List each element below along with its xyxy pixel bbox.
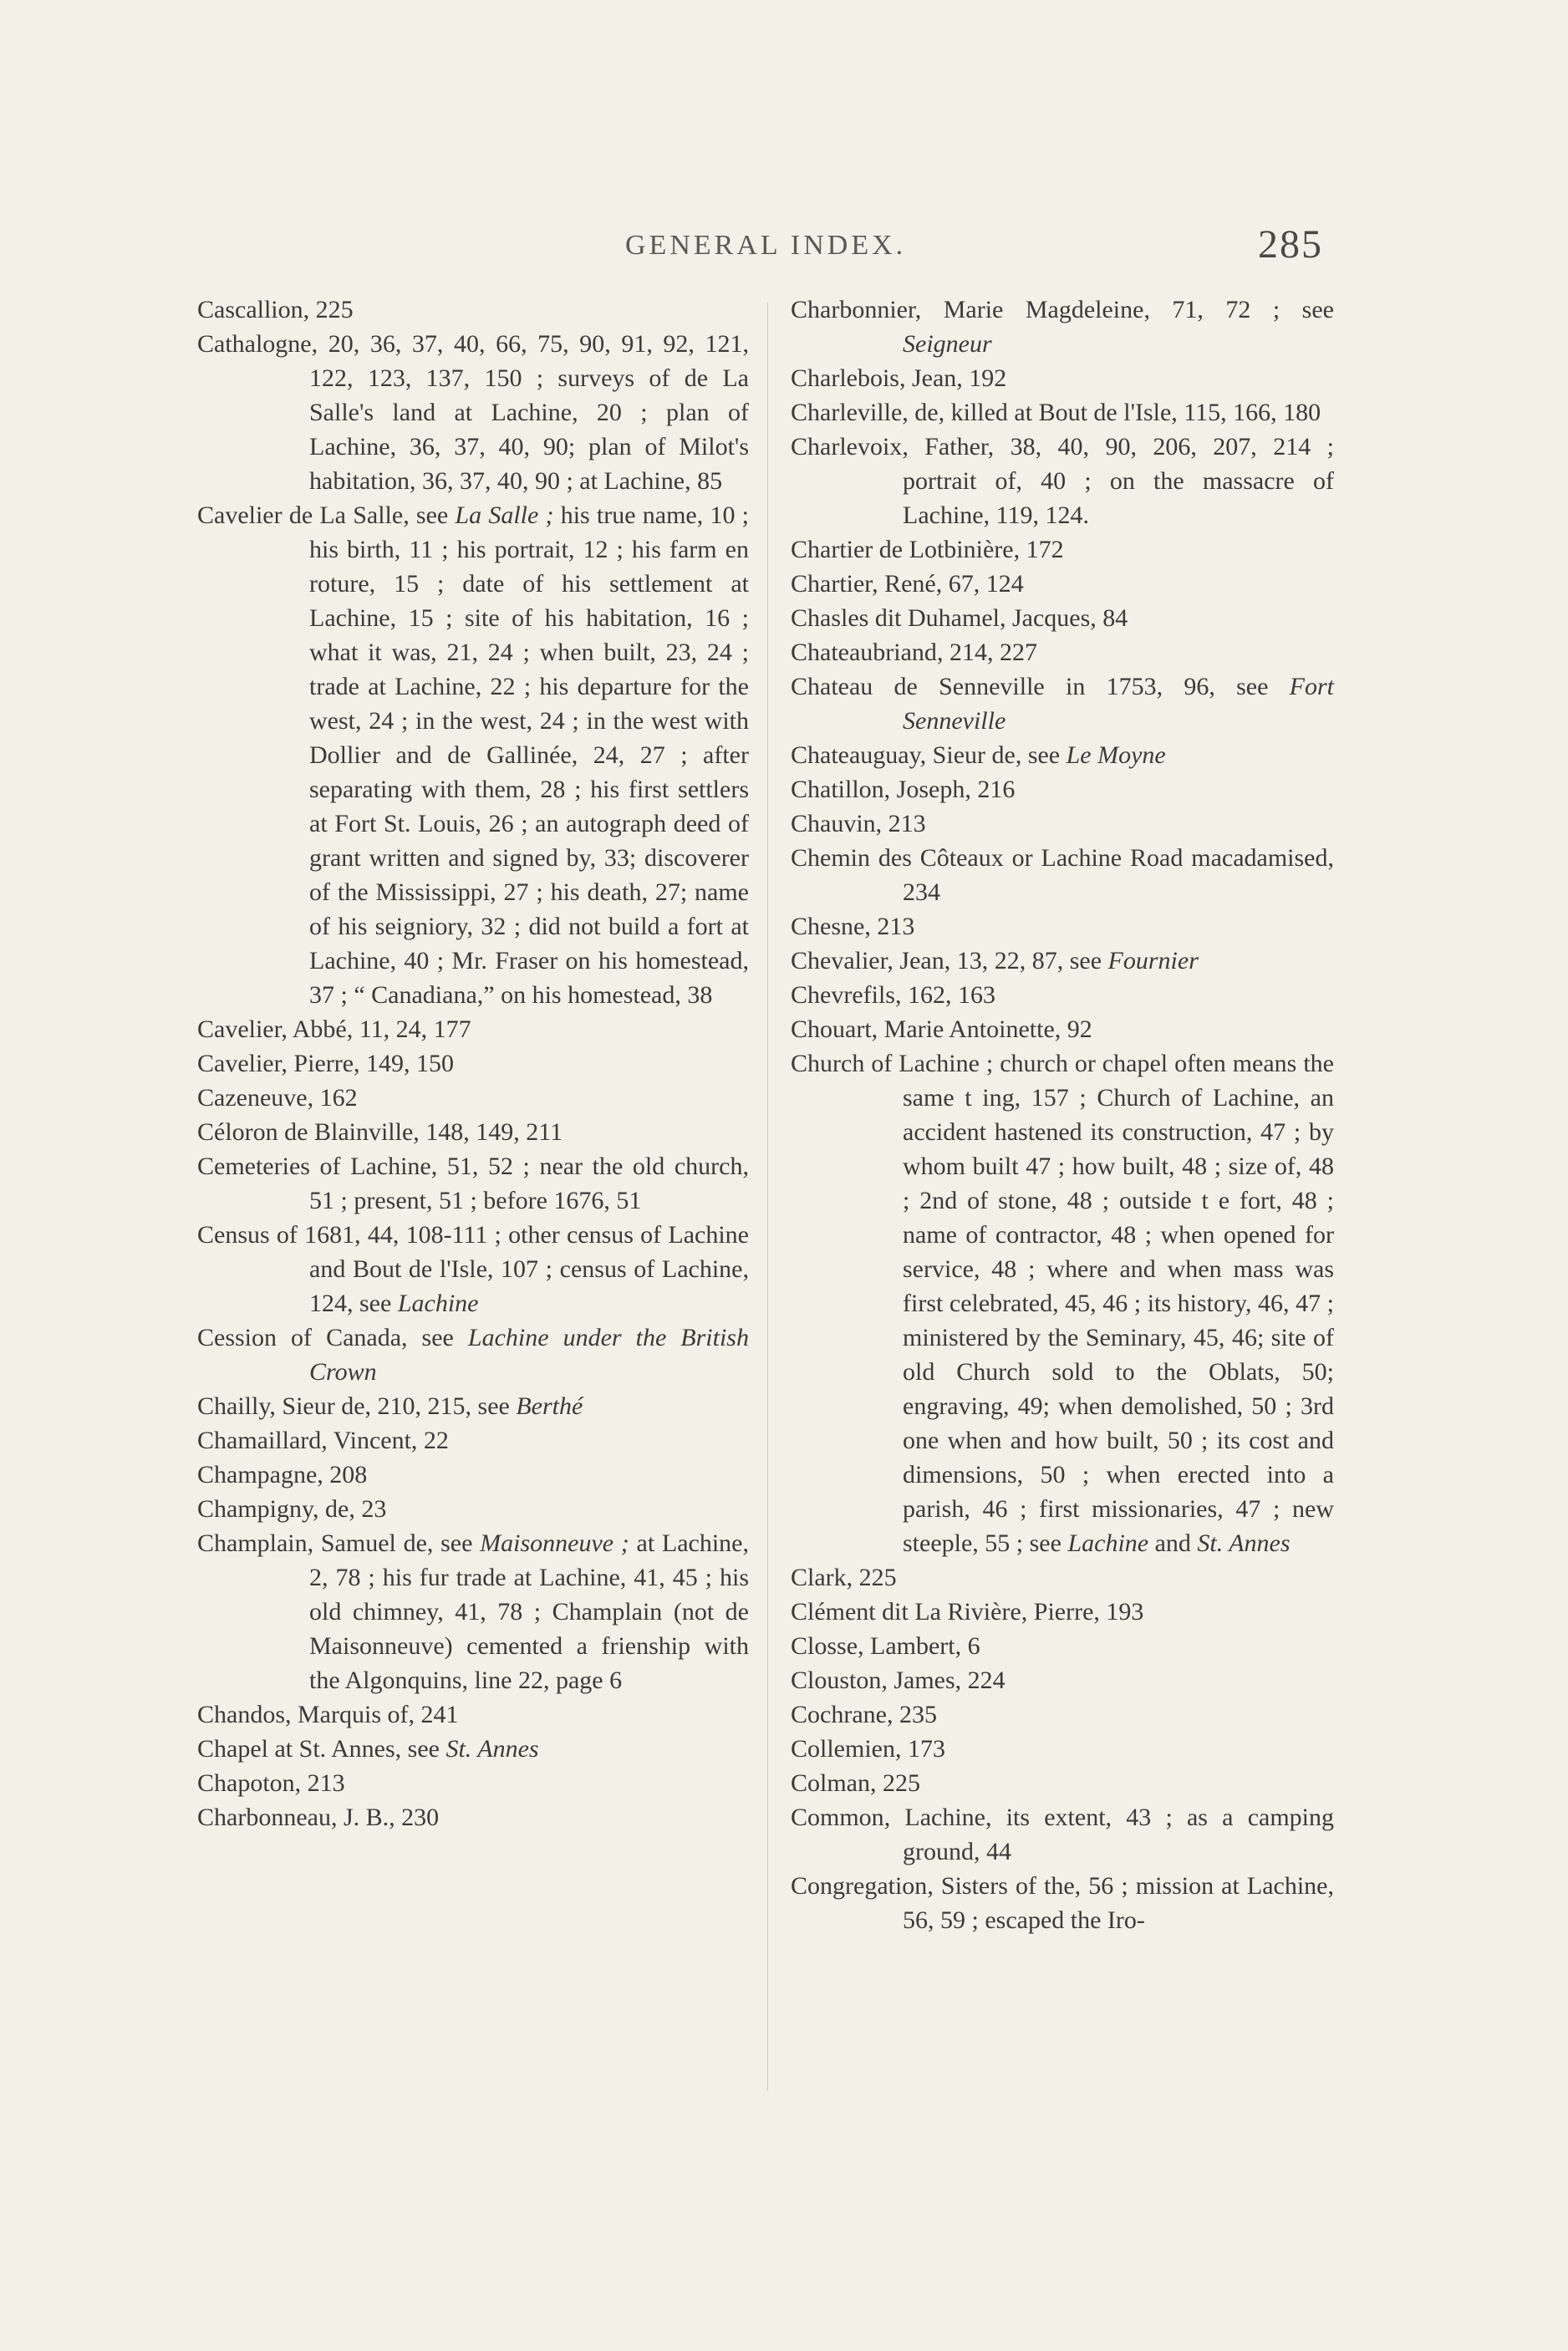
entry-body: des Côteaux or Lachine Road macadamised, 234: [870, 844, 1334, 906]
right-column: [791, 293, 1334, 1937]
entry-heading: Chateau: [791, 673, 873, 700]
index-entry: [791, 1629, 1334, 1663]
entry-body: , 235: [886, 1701, 937, 1728]
index-entry: [791, 361, 1334, 395]
entry-heading: Champlain: [197, 1529, 308, 1557]
entry-heading: Chartier: [791, 570, 873, 598]
entry-body: , 162, 163: [894, 981, 995, 1009]
entry-cross-reference: La Salle ;: [455, 501, 554, 529]
entry-heading: Cathalogne: [197, 330, 312, 358]
page-number: 285: [1258, 222, 1323, 267]
entry-heading: Cemeteries: [197, 1153, 310, 1180]
index-entry: [791, 601, 1334, 635]
entry-heading: Charlevoix: [791, 433, 903, 461]
index-entry: [197, 1321, 749, 1389]
entry-body: , J. B., 230: [330, 1804, 440, 1831]
entry-body: , de, killed at Bout de l'Isle, 115, 166, 180: [902, 399, 1321, 426]
index-entry: [791, 1766, 1334, 1800]
entry-cross-reference: St. Annes: [1197, 1529, 1291, 1557]
entry-heading: Cavelier: [197, 1050, 282, 1077]
entry-heading: Chatillon: [791, 776, 884, 803]
index-entry: [791, 944, 1334, 978]
entry-cross-reference: Seigneur: [903, 330, 992, 358]
entry-heading: Charlebois: [791, 364, 899, 392]
entry-heading: Chouart: [791, 1015, 872, 1043]
index-entry: [791, 635, 1334, 669]
entry-heading: Chevrefils: [791, 981, 895, 1009]
entry-body: , James, 224: [881, 1667, 1005, 1694]
index-entry: [791, 1595, 1334, 1629]
entry-cross-reference: Lachine: [1067, 1529, 1149, 1557]
entry-body: de Blainville, 148, 149, 211: [277, 1118, 563, 1146]
index-entry: [197, 1012, 749, 1046]
entry-body: , Jean, 192: [899, 364, 1007, 392]
index-entry: [197, 1766, 749, 1800]
index-entry: [791, 1012, 1334, 1046]
entry-body: , Jean, 13, 22, 87, see: [887, 947, 1108, 974]
entry-body: of Lachine, 51, 52 ; near the old church, 51 ; present, 51 ; before 1676, 51: [309, 1153, 749, 1214]
entry-heading: Chapoton: [197, 1769, 295, 1797]
index-entry: [791, 807, 1334, 841]
entry-body: , 20, 36, 37, 40, 66, 75, 90, 91, 92, 121, 122, 123, 137, 150 ; surveys of de La Salle's land at Lachine, 20 ; plan of Lachine, 36, 37, 40, 90; plan of Milot's habitation, 36, 37, 40, 90 ; at Lachine, 85: [309, 330, 749, 495]
entry-heading: Chateaubriand: [791, 639, 937, 666]
entry-heading: Cavelier: [197, 1015, 282, 1043]
entry-heading: Closse: [791, 1632, 858, 1660]
index-entry: [791, 1046, 1334, 1560]
index-entry: [197, 1423, 749, 1458]
entry-body: dit Duhamel, Jacques, 84: [868, 604, 1128, 632]
entry-body: , Pierre, 149, 150: [281, 1050, 455, 1077]
entry-heading: Congregation: [791, 1872, 928, 1900]
entry-body: , Lachine, its extent, 43 ; as a camping ground, 44: [883, 1804, 1334, 1865]
index-entry: [197, 1492, 749, 1526]
index-entry: [791, 669, 1334, 738]
entry-heading: Clément: [791, 1598, 876, 1626]
entry-heading: Common: [791, 1804, 884, 1831]
entry-body: , Father, 38, 40, 90, 206, 207, 214 ; portrait of, 40 ; on the massacre of Lachine, 119, 124.: [902, 433, 1334, 529]
column-divider: [767, 303, 768, 2091]
entry-cross-reference: Lachine under the British Crown: [309, 1324, 749, 1386]
entry-heading: Charbonnier: [791, 296, 915, 323]
entry-body: of Lachine ; church or chapel often means the same t ing, 157 ; Church of Lachine, an accident hastened its construction, 47 ; by whom built 47 ; how built, 48 ; size of, 48 ; 2nd of stone, 48 ; outside t e fort, 48 ; name of contractor, 48 ; when opened for service, 48 ; where and when mass was first celebrated, 45, 46 ; its history, 46, 47 ; ministered by the Seminary, 45, 46; site of old Church sold to the Oblats, 50; engraving, 49; when demolished, 50 ; 3rd one when and how built, 50 ; its cost and dimensions, 50 ; when erected into a parish, 46 ; first missionaries, 47 ; new steeple, 55 ; see: [864, 1050, 1334, 1557]
entry-heading: Chevalier: [791, 947, 888, 974]
left-column: [197, 293, 749, 1834]
entry-heading: Cochrane: [791, 1701, 887, 1728]
index-entry: [791, 1869, 1334, 1937]
entry-heading: Cavelier: [197, 501, 283, 529]
entry-body: at St. Annes, see: [267, 1735, 446, 1763]
entry-heading: Colman: [791, 1769, 870, 1797]
index-entry: [791, 1800, 1334, 1869]
index-entry: [197, 498, 749, 1012]
index-entry: [791, 532, 1334, 567]
entry-body: , Marie Antoinette, 92: [871, 1015, 1092, 1043]
index-entry: [791, 1697, 1334, 1732]
entry-body: de La Salle, see: [282, 501, 456, 529]
entry-body: de Lotbinière, 172: [873, 536, 1064, 563]
index-entry: [791, 738, 1334, 772]
entry-heading: Clouston: [791, 1667, 882, 1694]
entry-body: , Joseph, 216: [883, 776, 1016, 803]
entry-heading: Chamaillard: [197, 1427, 322, 1454]
entry-body: , Sieur de, see: [919, 741, 1067, 769]
entry-body: , Samuel de, see: [307, 1529, 481, 1557]
index-entry: [197, 1149, 749, 1218]
entry-body: , de, 23: [313, 1495, 387, 1523]
entry-heading: Chesne: [791, 913, 865, 940]
entry-body: , Sisters of the, 56 ; mission at Lachine, 56, 59 ; escaped the Iro-: [903, 1872, 1334, 1934]
entry-body: , Vincent, 22: [321, 1427, 449, 1454]
index-entry: [791, 909, 1334, 944]
entry-cross-reference: Fort Senneville: [903, 673, 1334, 735]
index-entry: [197, 1081, 749, 1115]
entry-heading: Cazeneuve: [197, 1084, 308, 1112]
index-entry: [197, 1800, 749, 1834]
entry-body: , 173: [894, 1735, 945, 1763]
entry-heading: Cascallion: [197, 296, 303, 323]
index-entry: [197, 1732, 749, 1766]
entry-cross-reference: Le Moyne: [1066, 741, 1166, 769]
entry-cross-reference: Berthé: [516, 1392, 583, 1420]
index-entry: [791, 772, 1334, 807]
index-entry: [197, 1458, 749, 1492]
index-entry: [197, 1046, 749, 1081]
entry-heading: Céloron: [197, 1118, 278, 1146]
entry-body: dit La Rivière, Pierre, 193: [875, 1598, 1144, 1626]
entry-heading: Clark: [791, 1564, 847, 1591]
entry-cross-reference: St. Annes: [445, 1735, 539, 1763]
entry-body: , Lambert, 6: [858, 1632, 980, 1660]
entry-body: , 162: [307, 1084, 358, 1112]
index-entry: [197, 1526, 749, 1697]
entry-body: , Sieur de, 210, 215, see: [269, 1392, 517, 1420]
entry-body: , 208: [317, 1461, 368, 1488]
entry-continuation: his true name, 10 ; his birth, 11 ; his portrait, 12 ; his farm en roture, 15 ; date of his settlement at Lachine, 15 ; site of his habitation, 16 ; what it was, 21, 24 ; when built, 23, 24 ; trade at Lachine, 22 ; his departure for the west, 24 ; in the west, 24 ; in the west with Dollier and de Gallinée, 24, 27 ; after separating with them, 28 ; his first settlers at Fort St. Louis, 26 ; an autograph deed of grant written and signed by, 33; discoverer of the Mississippi, 27 ; his death, 27; name of his seigniory, 32 ; did not build a fort at Lachine, 40 ; Mr. Fraser on his homestead, 37 ; “ Canadiana,” on his homestead, 38: [309, 501, 749, 1009]
entry-heading: Chauvin: [791, 810, 876, 837]
entry-body: , 213: [294, 1769, 345, 1797]
index-entry: [197, 1115, 749, 1149]
index-entry: [791, 567, 1334, 601]
entry-heading: Collemien: [791, 1735, 895, 1763]
entry-heading: Chapel: [197, 1735, 268, 1763]
entry-heading: Cession: [197, 1324, 277, 1351]
entry-heading: Charleville: [791, 399, 903, 426]
entry-heading: Champagne: [197, 1461, 318, 1488]
entry-body: of 1681, 44, 108-111 ; other census of Lachine and Bout de l'Isle, 107 ; census of Lachine, 124, see: [269, 1221, 749, 1317]
entry-body: , 225: [846, 1564, 897, 1591]
entry-cross-reference: Fournier: [1107, 947, 1199, 974]
entry-body: , Marquis of, 241: [285, 1701, 459, 1728]
entry-body: , Marie Magdeleine, 71, 72 ; see: [914, 296, 1334, 323]
entry-heading: Chemin: [791, 844, 870, 872]
index-entry: [197, 293, 749, 327]
entry-heading: Chasles: [791, 604, 869, 632]
entry-heading: Champigny: [197, 1495, 313, 1523]
index-entry: [791, 1732, 1334, 1766]
entry-body: , 214, 227: [936, 639, 1037, 666]
index-entry: [791, 1663, 1334, 1697]
entry-body: , 225: [303, 296, 354, 323]
entry-heading: Chailly: [197, 1392, 270, 1420]
entry-heading: Charbonneau: [197, 1804, 331, 1831]
index-entry: [791, 978, 1334, 1012]
running-header: GENERAL INDEX.: [625, 230, 907, 261]
entry-body: , René, 67, 124: [872, 570, 1024, 598]
entry-heading: Census: [197, 1221, 270, 1249]
index-entry: [197, 1697, 749, 1732]
entry-continuation: at Lachine, 2, 78 ; his fur trade at Lachine, 41, 45 ; his old chimney, 41, 78 ; Champlain (not de Maisonneuve) cemented a frienship with the Algonquins, line 22, page 6: [309, 1529, 749, 1694]
entry-heading: Church: [791, 1050, 865, 1077]
index-entry: [791, 1560, 1334, 1595]
entry-body: , 213: [875, 810, 926, 837]
index-entry: [791, 430, 1334, 532]
entry-cross-reference: Maisonneuve ;: [480, 1529, 629, 1557]
index-entry: [791, 841, 1334, 909]
entry-heading: Chateauguay: [791, 741, 920, 769]
index-entry: [197, 327, 749, 498]
entry-cross-reference: Lachine: [397, 1290, 479, 1317]
entry-heading: Chandos: [197, 1701, 285, 1728]
entry-body: , 225: [870, 1769, 920, 1797]
entry-body: , 213: [864, 913, 915, 940]
entry-body: , Abbé, 11, 24, 177: [281, 1015, 471, 1043]
entry-continuation: and: [1148, 1529, 1198, 1557]
index-entry: [197, 1389, 749, 1423]
entry-body: de Senneville in 1753, 96, see: [873, 673, 1290, 700]
entry-body: of Canada, see: [277, 1324, 468, 1351]
entry-heading: Chartier: [791, 536, 873, 563]
index-entry: [197, 1218, 749, 1321]
index-entry: [791, 293, 1334, 361]
index-entry: [791, 395, 1334, 430]
